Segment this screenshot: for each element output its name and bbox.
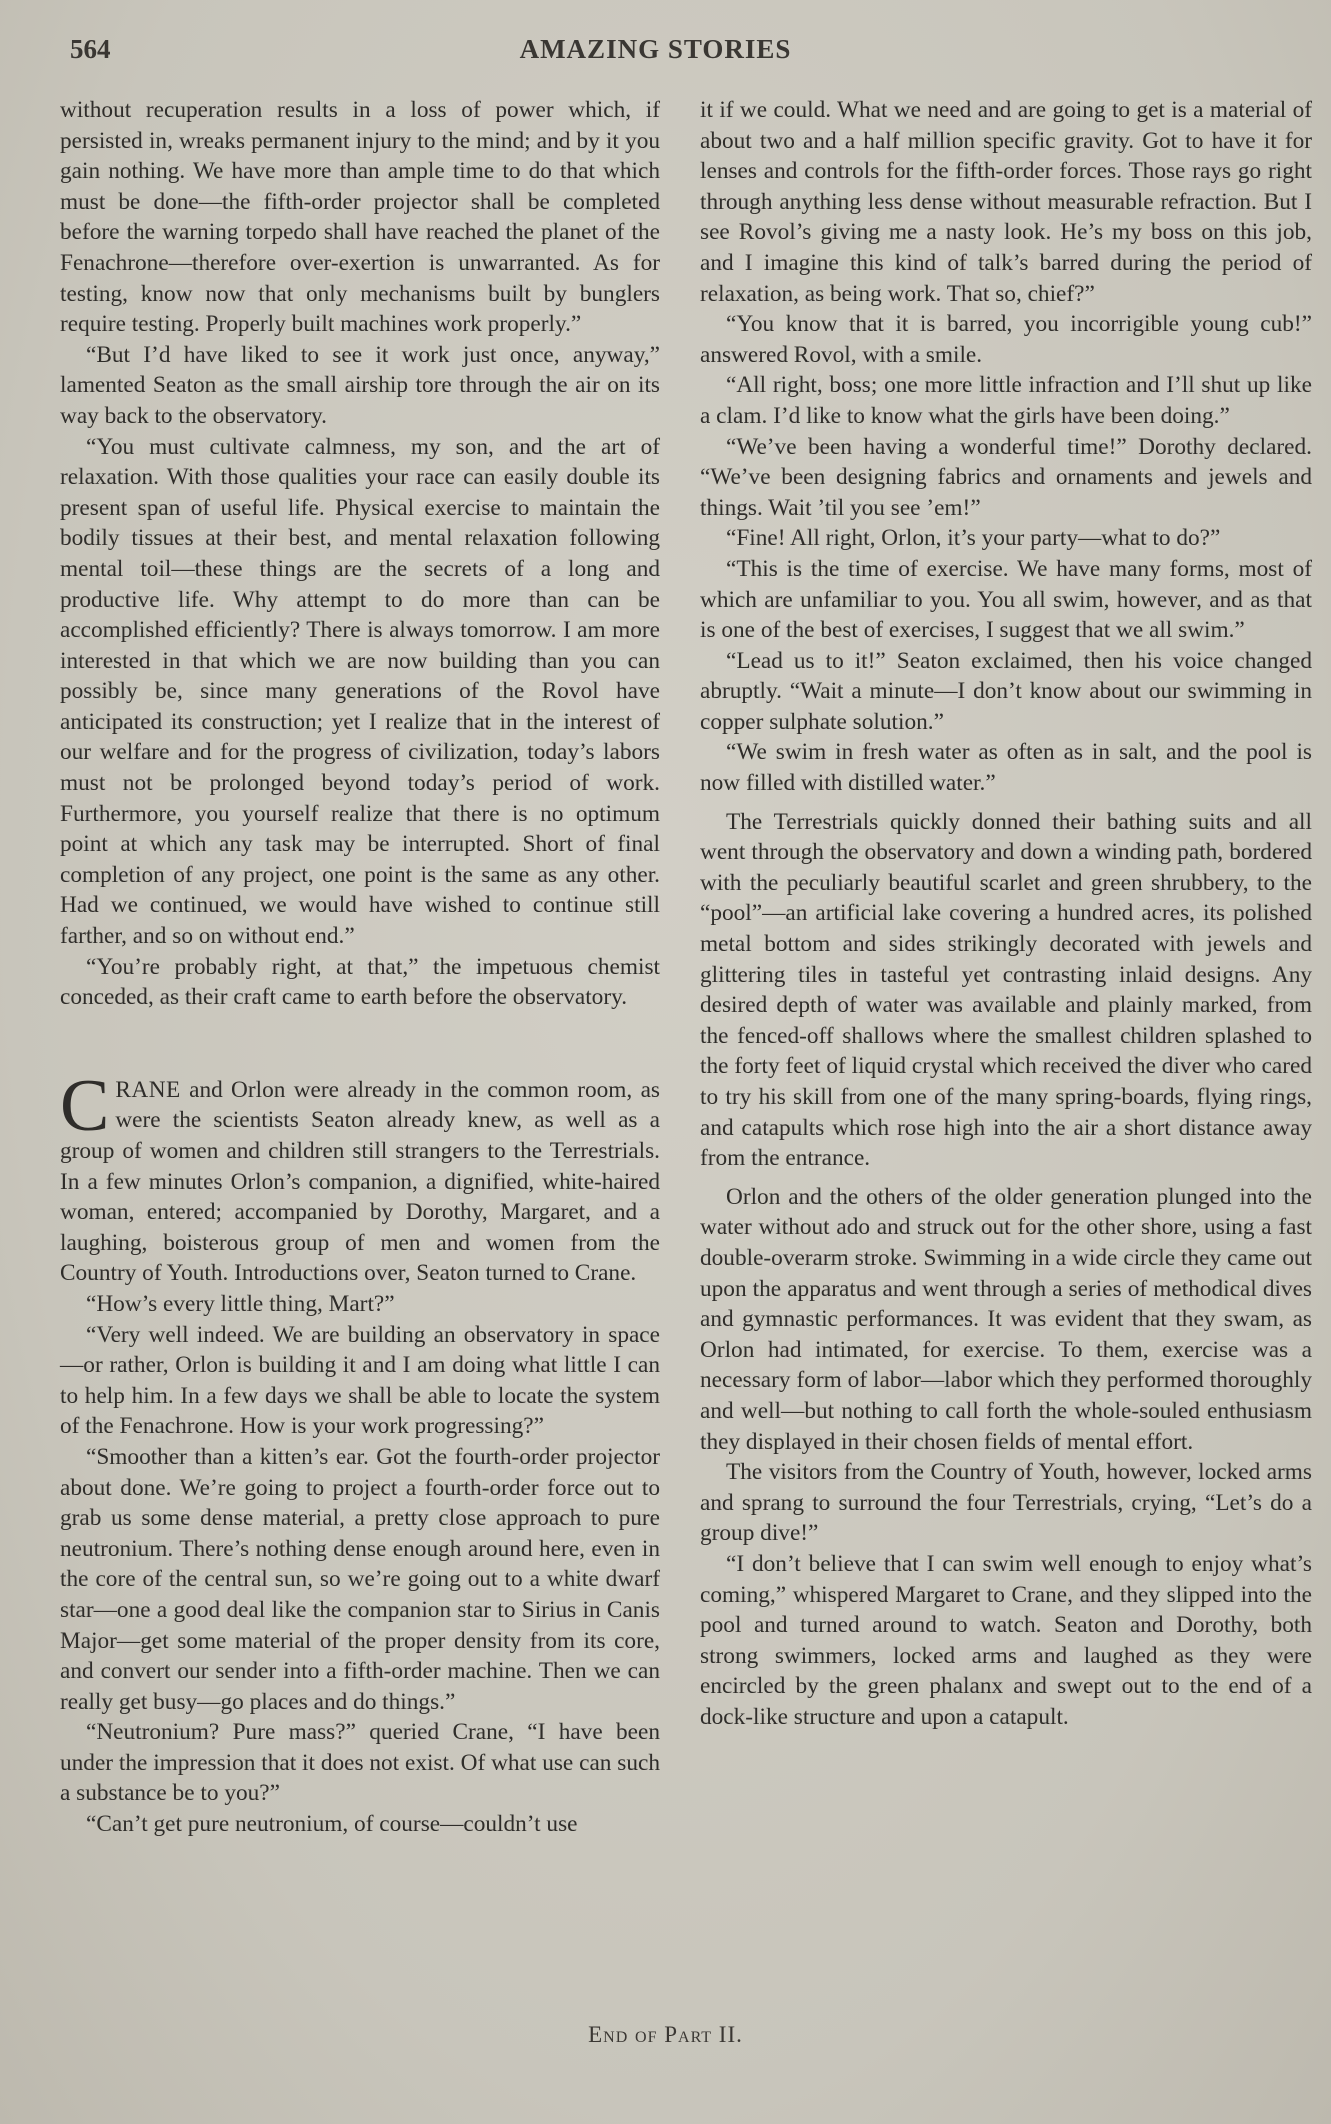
paragraph: “You know that it is barred, you incorrigible young cub!” answered Rovol, with a smile.: [700, 311, 1312, 368]
paragraph: “This is the time of exercise. We have many forms, most of which are unfamiliar to you. You all swim, however, and as that is one of the best of exercises, I suggest that we all swim.”: [700, 555, 1312, 644]
paragraph: “How’s every little thing, Mart?”: [86, 1290, 395, 1317]
paragraph: it if we could. What we need and are going to get is a material of about two and a half million specific gravity. Got to have it for lenses and controls for the fifth-order forces. Those rays go right through anything less dense without measurable refraction. But I see Rovol’s giving me a nasty look. He’s my boss on this job, and I imagine this kind of talk’s barred during the period of relaxation, as being work. That so, chief?”: [700, 97, 1312, 307]
paragraph: “Neutronium? Pure mass?” queried Crane, “I have been under the impression that it does not exist. Of what use can such a substance be to you?”: [60, 1719, 660, 1807]
paragraph: “Lead us to it!” Seaton exclaimed, then his voice changed abruptly. “Wait a minute—I don’t know about our swimming in copper sulphate solution.”: [700, 647, 1312, 735]
paragraph: “Smoother than a kitten’s ear. Got the fourth-order projector about done. We’re going to project a fourth-order force out to grab us some dense material, a pretty close approach to pure neutronium. There’s nothing dense enough around here, even in the core of the central sun, so we’re going out to a white dwarf star—one a good deal like the companion star to Sirius in Canis Major—get some material of the proper density from its core, and convert our sender into a fifth-order machine. Then we can really get busy—go places and do things.”: [60, 1443, 660, 1715]
paragraph: without recuperation results in a loss of power which, if persisted in, wreaks permanent injury to the mind; and by it you gain nothing. We have more than ample time to do that which must be done—the fifth-order projector shall be completed before the warning torpedo shall have reached the planet of the Fenachrone—therefore over-exertion is unwarranted. As for testing, know now that only mechanisms built by bunglers require testing. Properly built machines work properly.”: [60, 97, 660, 338]
drop-cap: C: [60, 1064, 110, 1147]
paragraph: “Very well indeed. We are building an observatory in space—or rather, Orlon is building it and I am doing what little I can to help him. In a few days we shall be able to locate the system of the Fenachrone. How is your work progressing?”: [60, 1321, 660, 1440]
paragraph-text: and Orlon were already in the common room, as were the scientists Seaton already knew, as well as a group of women and children still strangers to the Terrestrials. In a few minutes Orlon’s companion, a dignified, white-haired woman, entered; accompanied by Dorothy, Margaret, and a laughing, boisterous group of men and women from the Country of Youth. Introductions over, Seaton turned to Crane.: [60, 1076, 660, 1287]
running-title: AMAZING STORIES: [519, 34, 792, 64]
paragraph: “We swim in fresh water as often as in salt, and the pool is now filled with distilled water.”: [700, 739, 1312, 797]
end-of-part-note: End of Part II.: [588, 2022, 743, 2047]
section-opening-paragraph: [60, 1064, 660, 1289]
paragraph: “But I’d have liked to see it work just once, anyway,” lamented Seaton as the small airship tore through the air on its way back to the observatory.: [60, 341, 660, 429]
paragraph: “You must cultivate calmness, my son, and the art of relaxation. With those qualities your race can easily double its present span of useful life. Physical exercise to maintain the bodily tissues at their best, and mental relaxation following mental toil—these things are the secrets of a long and productive life. Why attempt to do more than can be accomplished efficiently? There is always tomorrow. I am more interested in that which we are now building than you can possibly be, since many generations of the Rovol have anticipated its construction; yet I realize that in the interest of our welfare and for the progress of civilization, today’s labors must not be prolonged beyond today’s period of work. Furthermore, you yourself realize that there is no optimum point at which any task may be interrupted. Short of final completion of any project, one point is the same as any other. Had we continued, we would have wished to continue still farther, and so on without end.”: [60, 433, 660, 950]
paragraph: “Fine! All right, Orlon, it’s your party—what to do?”: [726, 525, 1221, 552]
paragraph: “We’ve been having a wonderful time!” Dorothy declared. “We’ve been designing fabrics and ornaments and jewels and things. Wait ’til you see ’em!”: [700, 433, 1312, 521]
paragraph: “I don’t believe that I can swim well enough to enjoy what’s coming,” whispered Margaret to Crane, and they slipped into the pool and turned around to watch. Seaton and Dorothy, both strong swimmers, locked arms and laughed as they were encircled by the green phalanx and swept out to the end of a dock-like structure and upon a catapult.: [700, 1550, 1312, 1730]
paragraph: The visitors from the Country of Youth, however, locked arms and sprang to surround the four Terrestrials, crying, “Let’s do a group dive!”: [700, 1459, 1312, 1547]
paragraph: The Terrestrials quickly donned their bathing suits and all went through the observatory and down a winding path, bordered with the peculiarly beautiful scarlet and green shrubbery, to the “pool”—an artificial lake covering a hundred acres, its polished metal bottom and sides strikingly decorated with jewels and glittering tiles in tasteful yet contrasting inlaid designs. Any desired depth of water was available and plainly marked, from the fenced-off shallows where the smallest children splashed to the forty feet of liquid crystal which received the diver who cared to try his skill from one of the many spring-boards, flying rings, and catapults which rose high into the air a short distance away from the entrance.: [700, 808, 1312, 1172]
right-column: [700, 95, 1312, 1732]
page-header: [70, 34, 1241, 74]
left-column: [60, 95, 660, 1840]
paragraph: “You’re probably right, at that,” the impetuous chemist conceded, as their craft came to earth before the observatory.: [60, 953, 660, 1011]
page-number: 564: [70, 34, 111, 64]
lead-word: RANE: [115, 1076, 181, 1103]
paragraph: “Can’t get pure neutronium, of course—couldn’t use: [86, 1811, 578, 1838]
paragraph: Orlon and the others of the older generation plunged into the water without ado and struck out for the other shore, using a fast double-overarm stroke. Swimming in a wide circle they came out upon the apparatus and went through a series of methodical dives and gymnastic performances. It was evident that they swam, as Orlon had intimated, for exercise. To them, exercise was a necessary form of labor—labor which they performed thoroughly and well—but nothing to call forth the whole-souled enthusiasm they displayed in their chosen fields of mental effort.: [700, 1183, 1312, 1455]
paragraph: “All right, boss; one more little infraction and I’ll shut up like a clam. I’d like to know what the girls have been doing.”: [700, 372, 1312, 429]
